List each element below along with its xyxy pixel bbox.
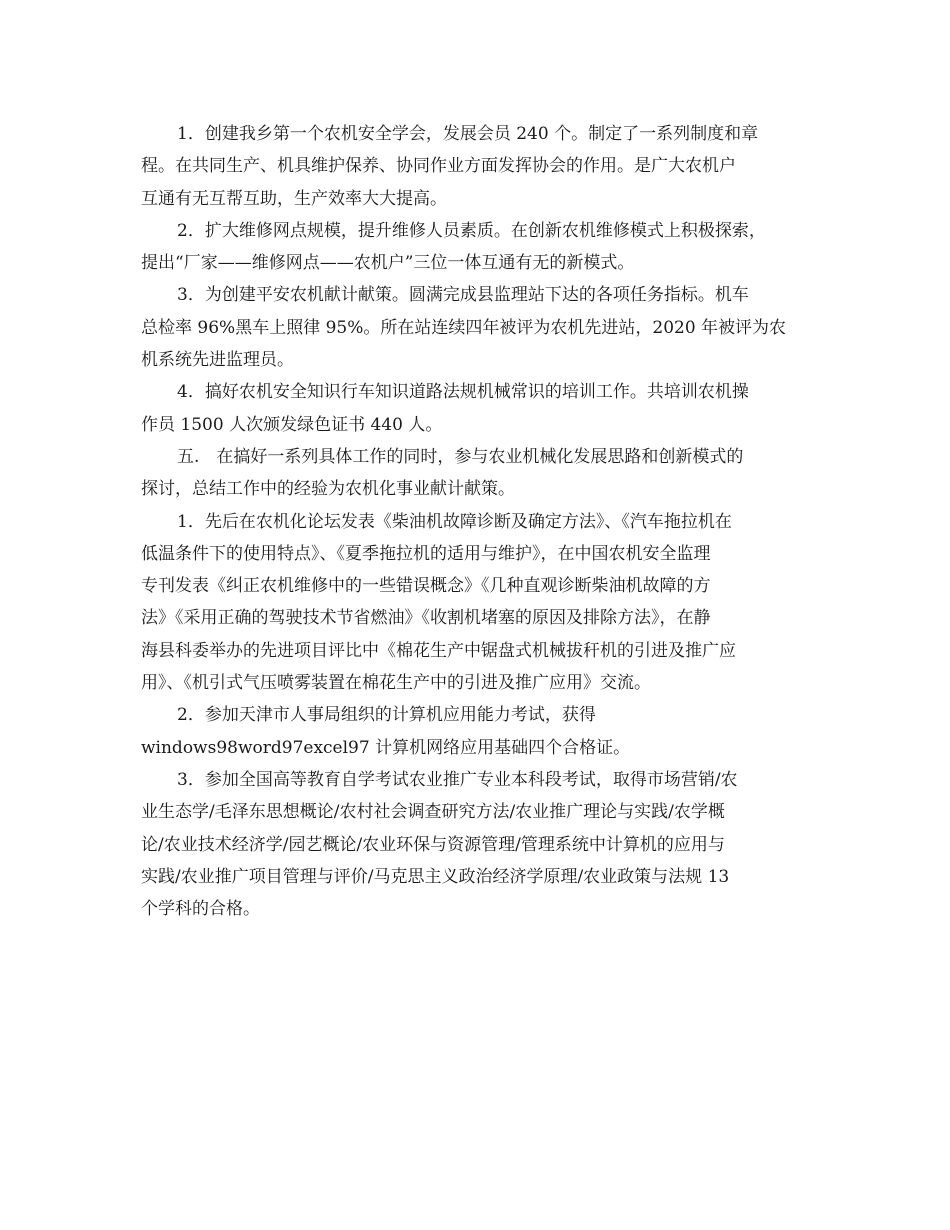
text-line: 海县科委举办的先进项目评比中《棉花生产中锯盘式机械拔秆机的引进及推广应 bbox=[141, 640, 736, 661]
text-line: 1．创建我乡第一个农机安全学会，发展会员 240 个。制定了一系列制度和章 bbox=[177, 124, 759, 144]
text-line: 论/农业技术经济学/园艺概论/农业环保与资源管理/管理系统中计算机的应用与 bbox=[141, 834, 725, 855]
document-body bbox=[141, 118, 809, 925]
text-line: 4．搞好农机安全知识行车知识道路法规机械常识的培训工作。共培训农机操 bbox=[177, 382, 749, 403]
text-line: 实践/农业推广项目管理与评价/马克思主义政治经济学原理/农业政策与法规 13 bbox=[141, 866, 730, 887]
text-line: 总检率 96%黑车上照律 95%。所在站连续四年被评为农机先进站，2020 年被评为农 bbox=[141, 317, 787, 338]
text-line: 个学科的合格。 bbox=[141, 899, 260, 920]
text-line: 低温条件下的使用特点》、《夏季拖拉机的适用与维护》，在中国农机安全监理 bbox=[141, 543, 711, 564]
text-line: 用》、《机引式气压喷雾装置在棉花生产中的引进及推广应用》交流。 bbox=[141, 673, 651, 694]
text-line: 专刊发表《纠正农机维修中的一些错误概念》《几种直观诊断柴油机故障的方 bbox=[141, 576, 711, 597]
text-line: 提出“厂家——维修网点——农机户”三位一体互通有无的新模式。 bbox=[141, 253, 635, 274]
text-line: 2．扩大维修网点规模，提升维修人员素质。在创新农机维修模式上积极探索， bbox=[177, 220, 766, 241]
section-heading-line: 五. 在搞好一系列具体工作的同时，参与农业机械化发展思路和创新模式的 bbox=[177, 446, 744, 467]
text-line: 1．先后在农机化论坛发表《柴油机故障诊断及确定方法》、《汽车拖拉机在 bbox=[177, 511, 732, 532]
text-line: 法》《采用正确的驾驶技术节省燃油》《收割机堵塞的原因及排除方法》，在静 bbox=[141, 608, 711, 629]
text-line: windows98word97excel97 计算机网络应用基础四个合格证。 bbox=[141, 737, 631, 758]
text-line: 业生态学/毛泽东思想概论/农村社会调查研究方法/农业推广理论与实践/农学概 bbox=[141, 802, 725, 823]
text-line: 2．参加天津市人事局组织的计算机应用能力考试，获得 bbox=[177, 705, 596, 726]
text-line: 作员 1500 人次颁发绿色证书 440 人。 bbox=[141, 414, 443, 435]
text-line: 机系统先进监理员。 bbox=[141, 350, 294, 371]
text-line: 程。在共同生产、机具维护保养、协同作业方面发挥协会的作用。是广大农机户 bbox=[141, 156, 736, 177]
text-line: 探讨，总结工作中的经验为农机化事业献计献策。 bbox=[141, 479, 515, 500]
text-line: 互通有无互帮互助，生产效率大大提高。 bbox=[141, 188, 447, 209]
text-line: 3．参加全国高等教育自学考试农业推广专业本科段考试，取得市场营销/农 bbox=[177, 769, 738, 790]
text-line: 3．为创建平安农机献计献策。圆满完成县监理站下达的各项任务指标。机车 bbox=[177, 285, 749, 306]
